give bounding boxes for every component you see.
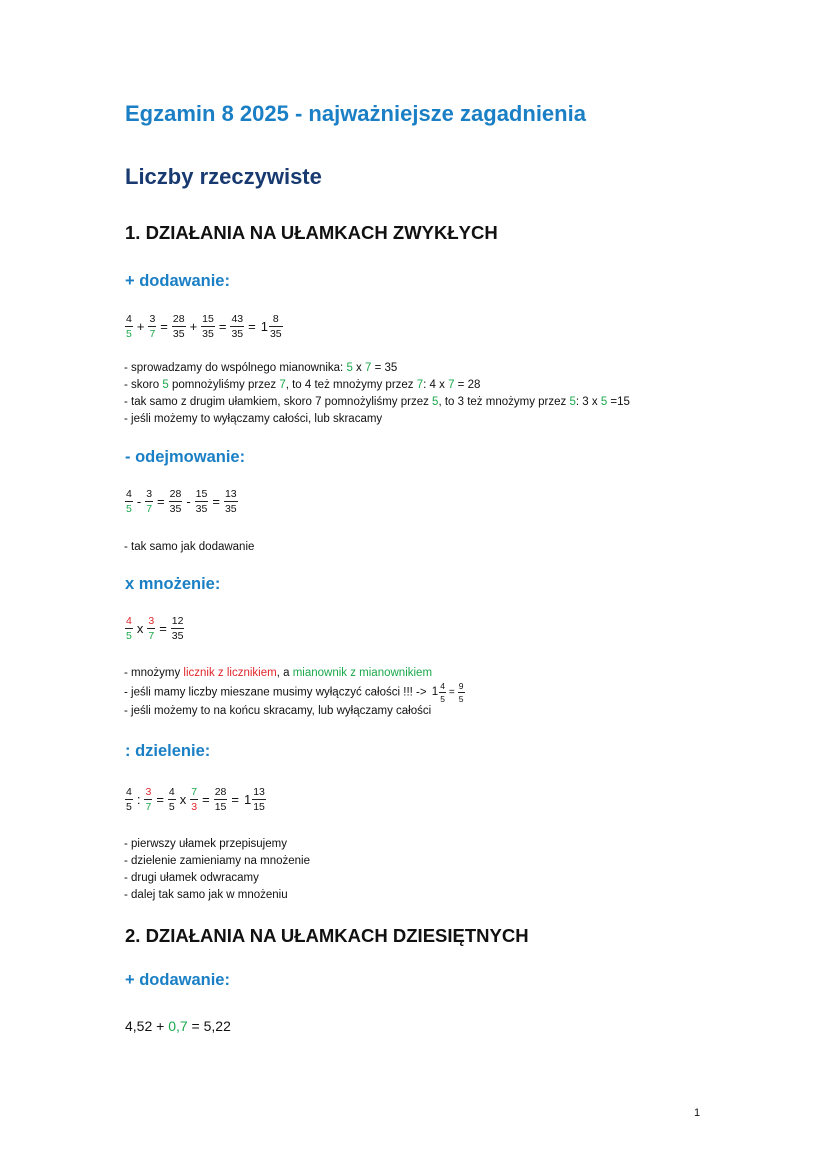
fraction: $\frac{3}{7}$ — [148, 615, 155, 642]
division-notes — [124, 836, 310, 904]
fraction: $\frac{13}{35}$ — [224, 488, 237, 515]
note-line: - drugi ułamek odwracamy — [124, 872, 259, 884]
note-line: - dzielenie zamieniamy na mnożenie — [124, 855, 311, 867]
addition-equation: $\frac{4}{5}$ + $\frac{3}{7}$ = $\frac{28}{35}$ + $\frac{15}{35}$ = $\frac{43}{35}$ = 1 $\frac{8}{35}$ — [126, 313, 282, 340]
addition-heading: + dodawanie: — [125, 272, 230, 290]
fraction: $\frac{4}{5}$ — [440, 681, 445, 704]
fraction: $\frac{12}{35}$ — [171, 615, 184, 642]
fraction: $\frac{3}{7}$ — [146, 488, 153, 515]
note-line: - tak samo z drugim ułamkiem, skoro 7 pomnożyliśmy przez 5, to 3 też mnożymy przez 5: 3 x 5 =15 — [124, 396, 630, 408]
note-line: - sprowadzamy do wspólnego mianownika: 5 x 7 = 35 — [124, 362, 398, 374]
fraction: $\frac{28}{35}$ — [172, 313, 185, 340]
chapter-heading: Liczby rzeczywiste — [125, 164, 322, 189]
section-heading-common-fractions: 1. DZIAŁANIA NA UŁAMKACH ZWYKŁYCH — [125, 222, 498, 243]
note-line: - jeśli możemy to na końcu skracamy, lub wyłączamy całości — [124, 705, 432, 717]
fraction: $\frac{9}{5}$ — [458, 681, 464, 704]
fraction: $\frac{3}{7}$ — [145, 786, 152, 813]
note-line: - mnożymy licznik z licznikiem, a mianownik z mianownikiem — [124, 667, 433, 679]
fraction: $\frac{15}{35}$ — [202, 313, 214, 340]
mixed-number-conversion: 1 $\frac{4}{5}$ = $\frac{9}{5}$ — [431, 681, 464, 704]
division-heading: : dzielenie: — [125, 742, 211, 760]
fraction: $\frac{3}{7}$ — [149, 313, 156, 340]
section-heading-decimal-fractions: 2. DZIAŁANIA NA UŁAMKACH DZIESIĘTNYCH — [125, 925, 529, 946]
note-line: - dalej tak samo jak w mnożeniu — [124, 889, 288, 901]
fraction: $\frac{8}{35}$ — [269, 313, 282, 340]
fraction: $\frac{28}{15}$ — [214, 786, 227, 813]
decimal-addition-equation: 4,52 + 0,7 = 5,22 — [125, 1018, 231, 1034]
decimal-addition-heading: + dodawanie: — [125, 971, 230, 989]
addition-notes — [124, 360, 630, 428]
fraction: $\frac{28}{35}$ — [169, 488, 182, 515]
note-line: - skoro 5 pomnożyliśmy przez 7, to 4 też mnożymy przez 7: 4 x 7 = 28 — [124, 379, 481, 391]
fraction: $\frac{4}{5}$ — [168, 786, 175, 813]
fraction: $\frac{13}{15}$ — [253, 786, 265, 813]
fraction: $\frac{4}{5}$ — [126, 488, 132, 515]
fraction: $\frac{4}{5}$ — [126, 615, 132, 642]
subtraction-heading: - odejmowanie: — [125, 448, 246, 466]
fraction: $\frac{15}{35}$ — [195, 488, 208, 515]
multiplication-heading: x mnożenie: — [125, 575, 221, 593]
subtraction-equation: $\frac{4}{5}$ - $\frac{3}{7}$ = $\frac{28}{35}$ - $\frac{15}{35}$ = $\frac{13}{35}$ — [126, 488, 237, 515]
division-equation: $\frac{4}{5}$ : $\frac{3}{7}$ = $\frac{4}{5}$ x $\frac{7}{3}$ = $\frac{28}{15}$ = 1 $\frac{13}{15}$ — [126, 786, 265, 813]
subtraction-notes — [124, 539, 254, 556]
note-line: - pierwszy ułamek przepisujemy — [124, 838, 287, 850]
fraction: $\frac{43}{35}$ — [231, 313, 244, 340]
note-line: - jeśli możemy to wyłączamy całości, lub skracamy — [124, 413, 383, 425]
multiplication-equation: $\frac{4}{5}$ x $\frac{3}{7}$ = $\frac{12}{35}$ — [126, 615, 184, 642]
page-title: Egzamin 8 2025 - najważniejsze zagadnienia — [125, 101, 586, 126]
note-line: - jeśli mamy liczby mieszane musimy wyłączyć całości !!! -> 1 $\frac{4}{5}$ = $\frac{9}{5}$ — [124, 681, 464, 704]
note-line: - tak samo jak dodawanie — [124, 541, 255, 553]
fraction: $\frac{7}{3}$ — [191, 786, 198, 813]
fraction: $\frac{4}{5}$ — [126, 313, 132, 340]
page-number: 1 — [694, 1107, 701, 1119]
multiplication-notes — [124, 665, 466, 720]
fraction: $\frac{4}{5}$ — [126, 786, 132, 813]
